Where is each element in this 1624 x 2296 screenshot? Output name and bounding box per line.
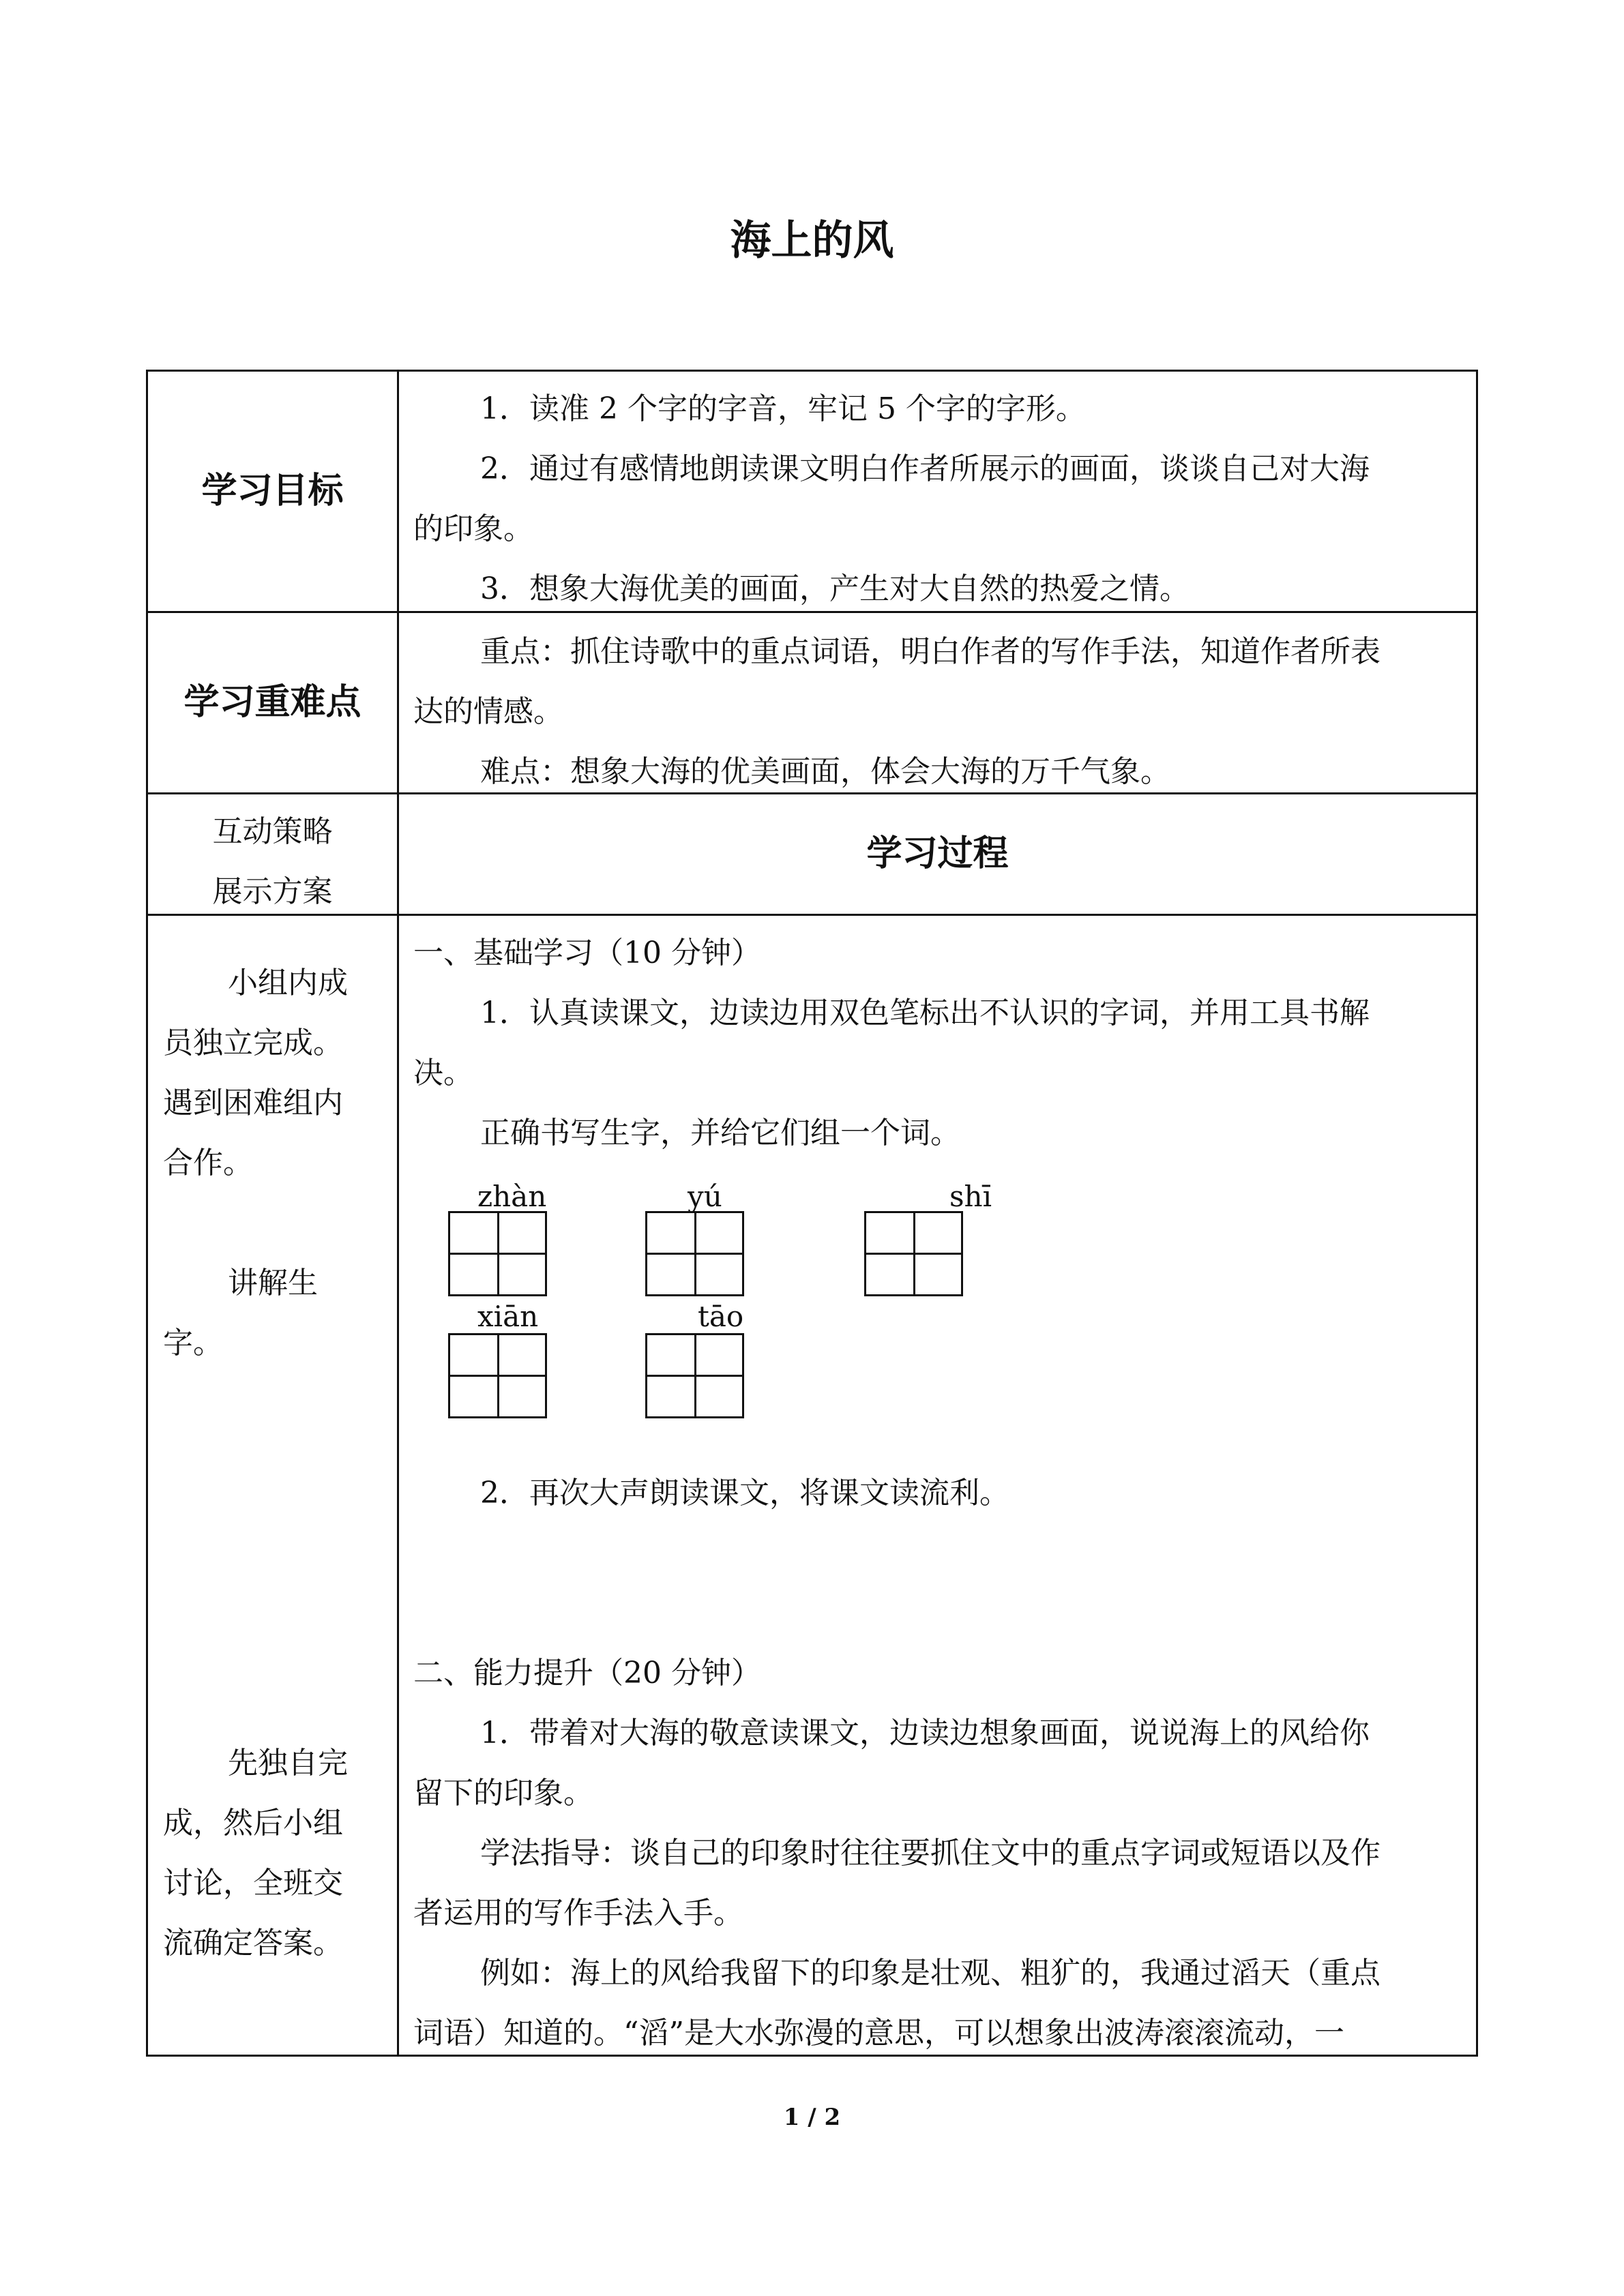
- pinyin-label: shī: [949, 1180, 992, 1213]
- note-3-line-3: 讨论，全班交: [163, 1866, 343, 1900]
- page-title: 海上的风: [730, 217, 894, 265]
- write-instruction: 正确书写生字，并给它们组一个词。: [480, 1116, 960, 1150]
- keypoint-line-3: 难点：想象大海的优美画面，体会大海的万千气象。: [480, 754, 1170, 789]
- table-border-left: [146, 370, 148, 2057]
- section-1-heading: 一、基础学习（10 分钟）: [413, 936, 761, 970]
- goal-line-1: 1．读准 2 个字的字音，牢记 5 个字的字形。: [480, 391, 1086, 426]
- note-1-line-2: 员独立完成。: [163, 1026, 343, 1060]
- section-1-item-2: 2．再次大声朗读课文，将课文读流利。: [480, 1476, 1009, 1510]
- keypoint-line-2: 达的情感。: [413, 694, 563, 729]
- note-1-line-3: 遇到困难组内: [163, 1086, 343, 1120]
- method-guide-line-2: 者运用的写作手法入手。: [413, 1896, 743, 1930]
- writing-box[interactable]: [448, 1333, 547, 1418]
- pinyin-label: tāo: [698, 1300, 744, 1333]
- strategy-label-line-2: 展示方案: [212, 874, 333, 909]
- goal-line-4: 3．想象大海优美的画面，产生对大自然的热爱之情。: [480, 571, 1190, 606]
- note-3-line-2: 成，然后小组: [163, 1806, 343, 1840]
- keypoints-label: 学习重难点: [183, 682, 361, 723]
- keypoint-line-1: 重点：抓住诗歌中的重点词语，明白作者的写作手法，知道作者所表: [480, 634, 1381, 669]
- table-border-right: [1476, 370, 1478, 2057]
- writing-box[interactable]: [645, 1333, 744, 1418]
- pinyin-label: xiān: [477, 1300, 539, 1333]
- note-2-line-1: 讲解生: [228, 1266, 318, 1300]
- note-2-line-2: 字。: [163, 1326, 223, 1360]
- goal-line-2: 2．通过有感情地朗读课文明白作者所展示的画面，谈谈自己对大海: [480, 451, 1370, 486]
- process-heading: 学习过程: [866, 833, 1009, 874]
- goal-line-3: 的印象。: [413, 511, 533, 546]
- section-1-item-1-line-2: 决。: [413, 1056, 473, 1090]
- strategy-label-line-1: 互动策略: [212, 814, 333, 849]
- column-divider: [397, 370, 399, 2057]
- section-1-item-1-line-1: 1．认真读课文，边读边用双色笔标出不认识的字词，并用工具书解: [480, 996, 1370, 1030]
- note-3-line-1: 先独自完: [228, 1746, 348, 1780]
- section-2-heading: 二、能力提升（20 分钟）: [413, 1656, 761, 1690]
- note-1-line-4: 合作。: [163, 1146, 253, 1180]
- note-1-line-1: 小组内成: [228, 966, 348, 1000]
- goals-label: 学习目标: [201, 471, 344, 511]
- method-guide-line-1: 学法指导：谈自己的印象时往往要抓住文中的重点字词或短语以及作: [480, 1836, 1381, 1870]
- table-border-top: [146, 370, 1478, 372]
- example-line-1: 例如：海上的风给我留下的印象是壮观、粗犷的，我通过滔天（重点: [480, 1956, 1381, 1991]
- pinyin-label: yú: [688, 1180, 722, 1213]
- note-3-line-4: 流确定答案。: [163, 1926, 343, 1960]
- pinyin-label: zhàn: [477, 1180, 547, 1213]
- section-2-item-1-line-1: 1．带着对大海的敬意读课文，边读边想象画面，说说海上的风给你: [480, 1716, 1370, 1750]
- section-2-item-1-line-2: 留下的印象。: [413, 1776, 593, 1810]
- example-line-2: 词语）知道的。“滔”是大水弥漫的意思，可以想象出波涛滚滚流动，一: [413, 2016, 1344, 2051]
- writing-box[interactable]: [448, 1211, 547, 1296]
- page-number: 1 / 2: [783, 2104, 841, 2131]
- writing-box[interactable]: [645, 1211, 744, 1296]
- writing-box[interactable]: [864, 1211, 963, 1296]
